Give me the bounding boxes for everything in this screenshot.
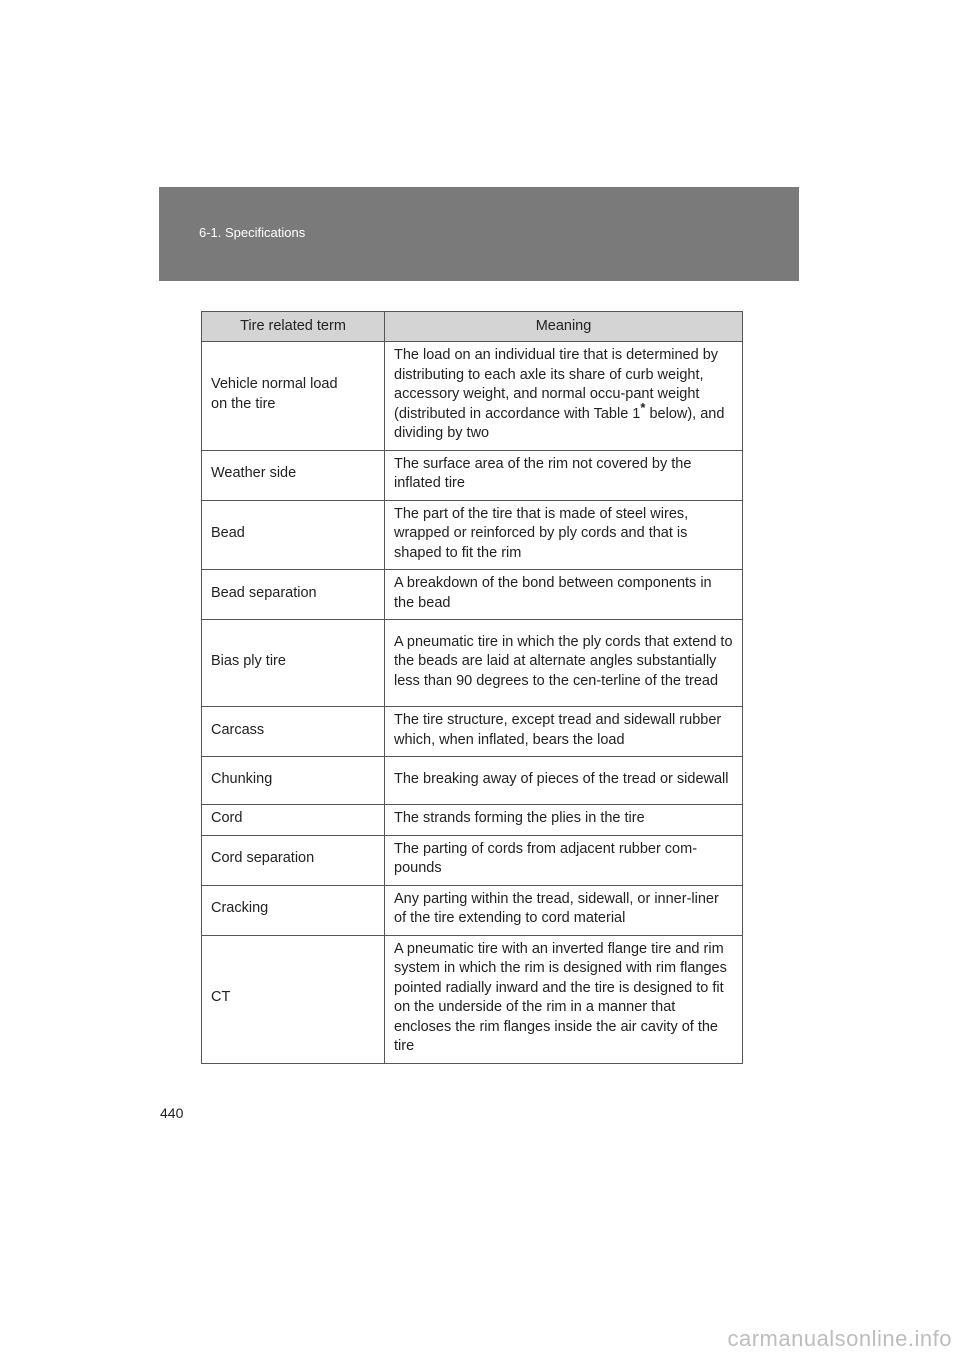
table-row xyxy=(202,570,743,620)
table-row xyxy=(202,450,743,500)
table-row xyxy=(202,707,743,757)
table-row xyxy=(202,500,743,570)
meaning-cell xyxy=(385,342,743,451)
term-cell: Bias ply tire xyxy=(202,620,385,707)
meaning-cell: A pneumatic tire in which the ply cords that extend to the beads are laid at alternate angles substantially less than 90 degrees to the cen-terline of the tread xyxy=(385,620,743,707)
term-cell: Cord separation xyxy=(202,835,385,885)
meaning-cell: The tire structure, except tread and sidewall rubber which, when inflated, bears the load xyxy=(385,707,743,757)
section-header-bar xyxy=(159,187,799,281)
meaning-text-tail: below), and dividing by two xyxy=(394,405,725,441)
column-header-term: Tire related term xyxy=(202,312,385,342)
table-header-row xyxy=(202,312,743,342)
table-row xyxy=(202,342,743,451)
meaning-cell: A breakdown of the bond between components in the bead xyxy=(385,570,743,620)
meaning-cell: A pneumatic tire with an inverted flange tire and rim system in which the rim is designed with rim flanges pointed radially inward and the tire is designed to fit on the underside of the rim in a manner that encloses the rim flanges inside the air cavity of the tire xyxy=(385,935,743,1063)
page-number: 440 xyxy=(160,1105,184,1121)
table-row xyxy=(202,935,743,1063)
meaning-cell: The strands forming the plies in the tire xyxy=(385,805,743,836)
table-row xyxy=(202,757,743,805)
term-cell: Cord xyxy=(202,805,385,836)
term-cell: Chunking xyxy=(202,757,385,805)
table-row xyxy=(202,805,743,836)
meaning-cell: The breaking away of pieces of the tread or sidewall xyxy=(385,757,743,805)
column-header-meaning: Meaning xyxy=(385,312,743,342)
table-row xyxy=(202,835,743,885)
term-cell: Vehicle normal load on the tire xyxy=(202,342,385,451)
section-title: 6-1. Specifications xyxy=(199,225,306,240)
table-row xyxy=(202,885,743,935)
term-cell: CT xyxy=(202,935,385,1063)
meaning-cell: Any parting within the tread, sidewall, or inner-liner of the tire extending to cord material xyxy=(385,885,743,935)
tire-terms-table xyxy=(201,311,743,1064)
term-cell: Bead separation xyxy=(202,570,385,620)
term-cell: Cracking xyxy=(202,885,385,935)
meaning-cell: The surface area of the rim not covered by the inflated tire xyxy=(385,450,743,500)
watermark: carmanualsonline.info xyxy=(727,1326,952,1351)
term-cell: Bead xyxy=(202,500,385,570)
footnote-asterisk: * xyxy=(640,399,646,415)
meaning-cell: The part of the tire that is made of steel wires, wrapped or reinforced by ply cords and that is shaped to fit the rim xyxy=(385,500,743,570)
term-cell: Weather side xyxy=(202,450,385,500)
term-cell: Carcass xyxy=(202,707,385,757)
meaning-cell: The parting of cords from adjacent rubber com-pounds xyxy=(385,835,743,885)
meaning-text: The load on an individual tire that is determined by distributing to each axle its share of curb weight, accessory weight, and normal occu-pant weight (distributed in accordance with Table 1 xyxy=(394,347,719,422)
table-row xyxy=(202,620,743,707)
